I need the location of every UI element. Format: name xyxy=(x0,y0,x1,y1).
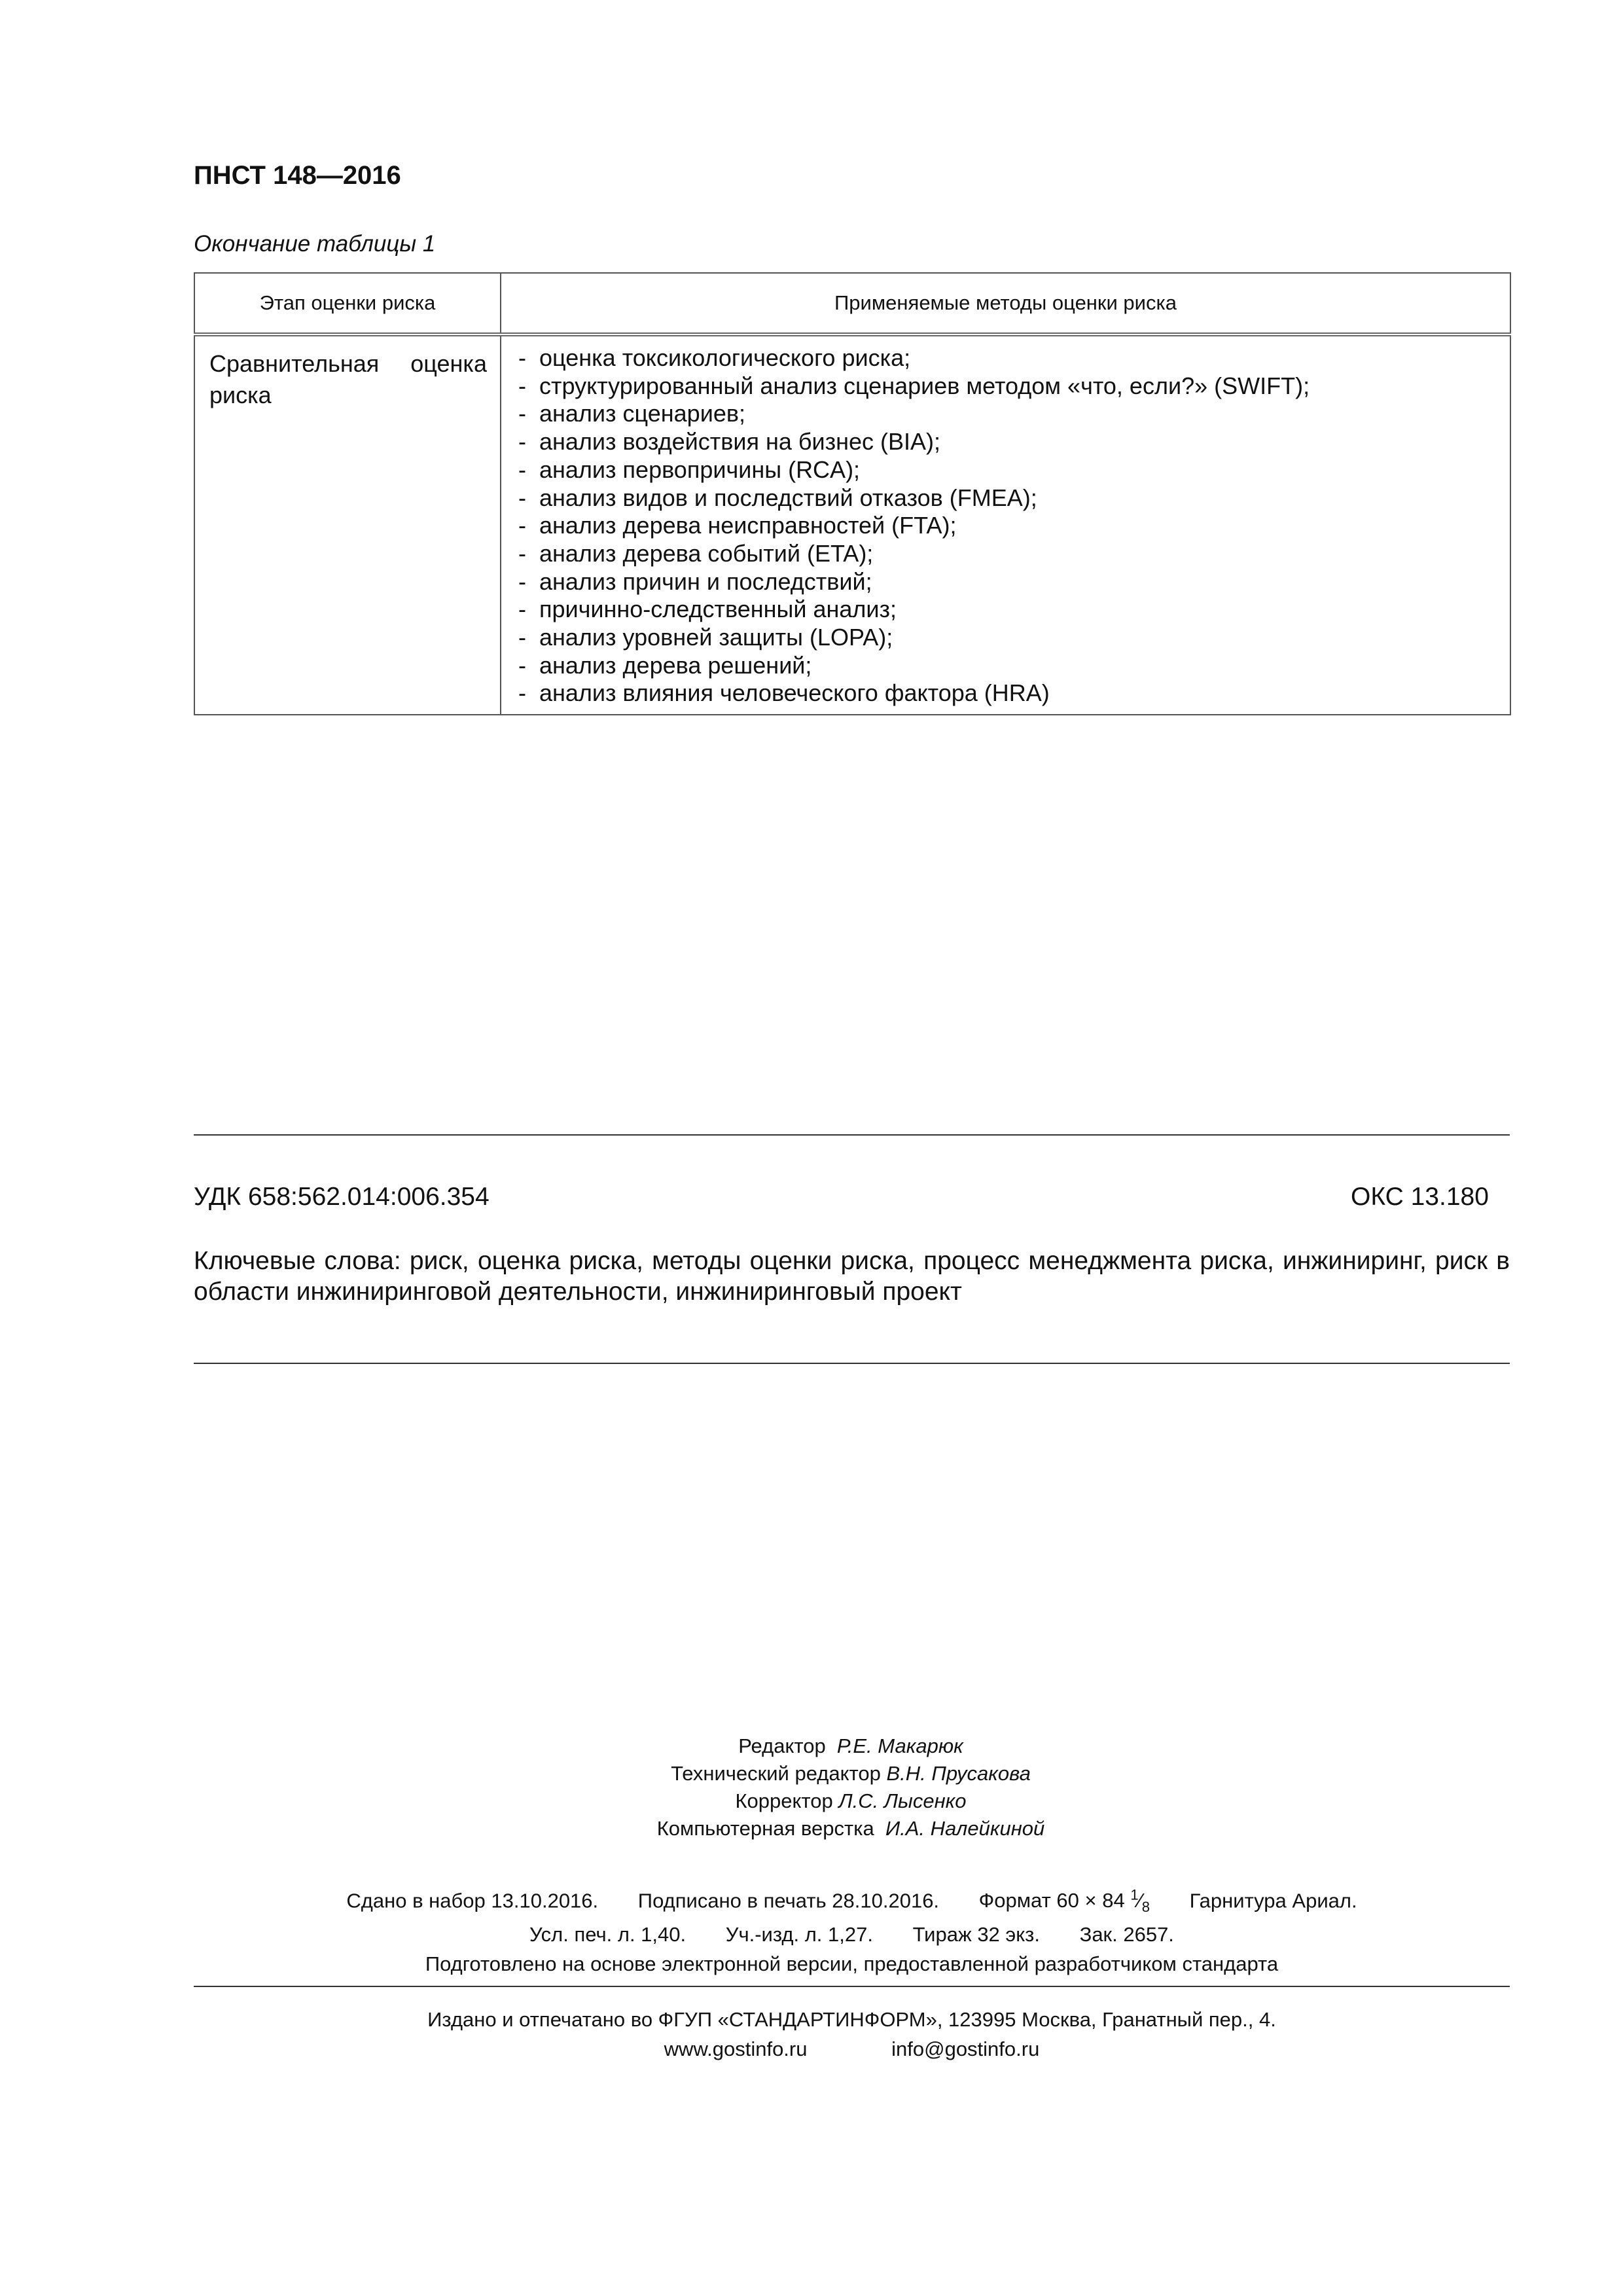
method-item: - анализ уровней защиты (LOPA); xyxy=(518,624,893,651)
imprint-line-1 xyxy=(194,1887,1510,1916)
publisher-info: Издано и отпечатано во ФГУП «СТАНДАРТИНФОРМ», 123995 Москва, Гранатный пер., 4. xyxy=(427,2008,1276,2031)
method-item: - анализ первопричины (RCA); xyxy=(518,456,861,483)
table-caption: Окончание таблицы 1 xyxy=(194,231,436,257)
column-header-methods: Применяемые методы оценки риска xyxy=(501,273,1510,334)
circulation: Тираж 32 экз. xyxy=(912,1923,1040,1946)
method-item: - анализ видов и последствий отказов (FMEA); xyxy=(518,484,1037,511)
credit-layout: Компьютерная верстка И.А. Налейкиной xyxy=(656,1817,1045,1840)
stage-cell: Сравнительная оценка риска xyxy=(194,334,501,715)
prepared-note: Подготовлено на основе электронной версии, предоставленной разработчиком стандарта xyxy=(425,1952,1279,1975)
udk-code: УДК 658:562.014:006.354 xyxy=(194,1183,490,1211)
font-info: Гарнитура Ариал. xyxy=(1189,1889,1357,1912)
submitted-date: Сдано в набор 13.10.2016. xyxy=(346,1889,599,1912)
email-link[interactable]: info@gostinfo.ru xyxy=(891,2037,1040,2060)
imprint-line-2 xyxy=(194,1923,1510,1946)
publisher-sheets: Уч.-изд. л. 1,27. xyxy=(725,1923,873,1946)
signed-date: Подписано в печать 28.10.2016. xyxy=(637,1889,940,1912)
divider-bottom xyxy=(194,1363,1510,1364)
divider-top xyxy=(194,1134,1510,1136)
website-link[interactable]: www.gostinfo.ru xyxy=(664,2037,808,2060)
credit-corrector: Корректор Л.С. Лысенко xyxy=(735,1789,967,1812)
method-item: - анализ влияния человеческого фактора (HRA) xyxy=(518,679,1050,707)
method-item: - оценка токсикологического риска; xyxy=(518,344,911,371)
method-item: - причинно-следственный анализ; xyxy=(518,596,897,623)
method-item: - структурированный анализ сценариев методом «что, если?» (SWIFT); xyxy=(518,372,1310,399)
risk-methods-table xyxy=(194,272,1511,715)
table-header-row xyxy=(194,273,1510,334)
credit-tech-editor: Технический редактор В.Н. Прусакова xyxy=(671,1762,1031,1785)
credits-block xyxy=(484,1732,1217,1842)
method-item: - анализ дерева событий (ETA); xyxy=(518,539,874,567)
credit-editor: Редактор Р.Е. Макарюк xyxy=(738,1734,963,1757)
print-format: Формат 60 × 84 $^1⁄_8$ xyxy=(978,1887,1150,1916)
method-item: - анализ дерева неисправностей (FTA); xyxy=(518,512,957,539)
divider-imprint xyxy=(194,1986,1510,1987)
oks-code: ОКС 13.180 xyxy=(1351,1183,1489,1211)
table-row xyxy=(194,334,1510,715)
column-header-stage: Этап оценки риска xyxy=(194,273,501,334)
methods-list xyxy=(514,344,1497,708)
print-sheets: Усл. печ. л. 1,40. xyxy=(529,1923,687,1946)
document-code: ПНСТ 148—2016 xyxy=(194,161,401,190)
method-item: - анализ дерева решений; xyxy=(518,651,812,679)
method-item: - анализ причин и последствий; xyxy=(518,567,872,595)
order-number: Зак. 2657. xyxy=(1079,1923,1174,1946)
contacts-line xyxy=(194,2037,1510,2061)
methods-cell xyxy=(501,334,1510,715)
method-item: - анализ сценариев; xyxy=(518,400,745,427)
method-item: - анализ воздействия на бизнес (BIA); xyxy=(518,428,941,456)
keywords: Ключевые слова: риск, оценка риска, методы оценки риска, процесс менеджмента риска, инжиниринг, риск в области инжиниринговой деятельности, инжиниринговый проект xyxy=(194,1247,1510,1306)
